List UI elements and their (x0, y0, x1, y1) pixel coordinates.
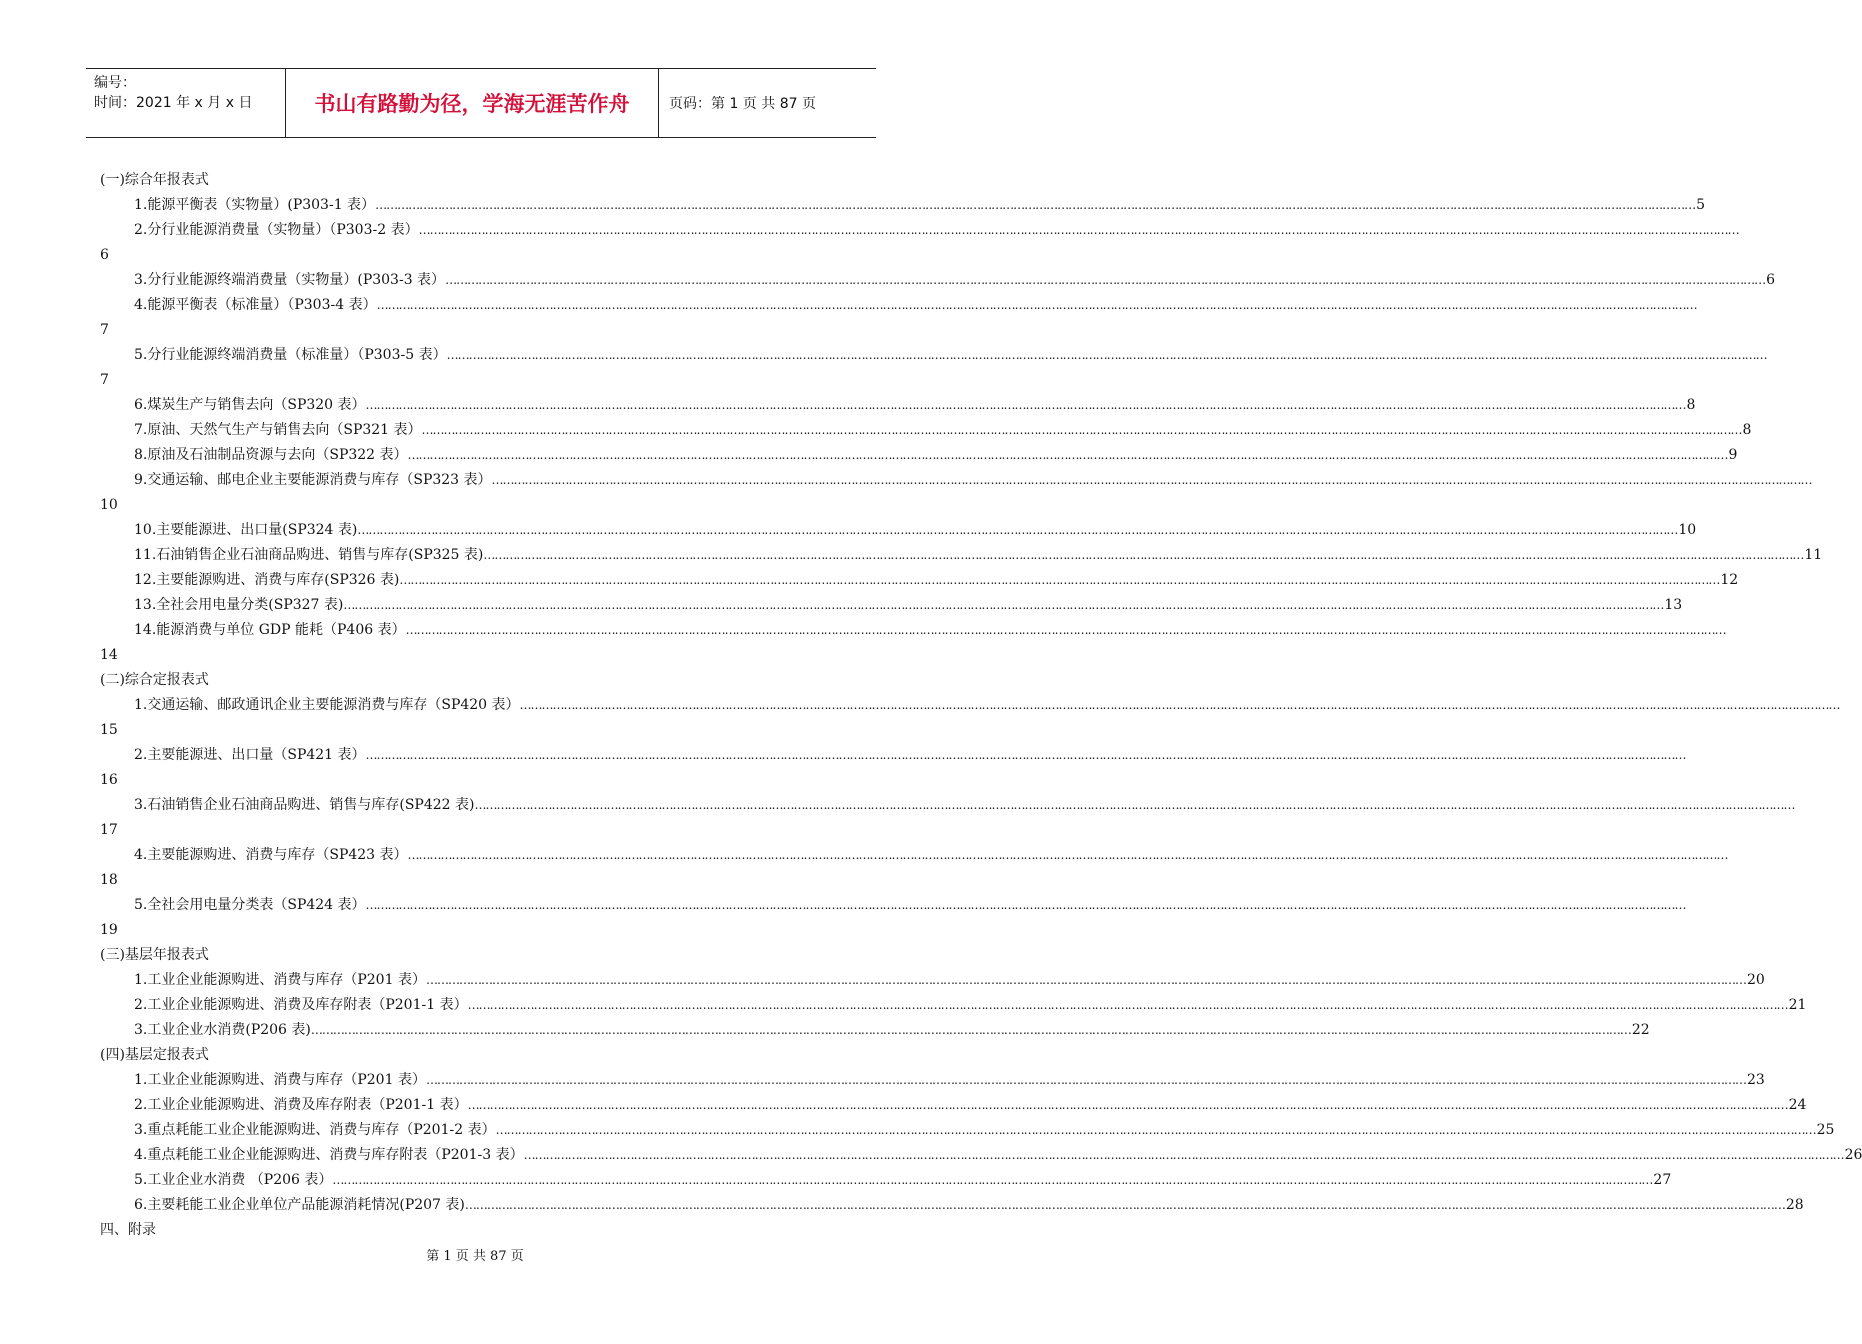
toc-entry[interactable] (100, 893, 1686, 918)
toc-entry[interactable] (100, 693, 1840, 718)
toc-entry[interactable] (100, 193, 1705, 218)
toc-entry-title: 9.交通运输、邮电企业主要能源消费与库存（SP323 表） (134, 472, 492, 488)
toc-leader-dots: ……………………………………………………………………………………………………………………………………………………………………………………………………………………………………………………………………………………………………………………………… (399, 573, 1720, 587)
toc-leader-dots: ……………………………………………………………………………………………………………………………………………………………………………………………………………………………………………………………………………………………………………………………… (407, 848, 1728, 862)
toc-entry-title: 13.全社会用电量分类(SP327 表) (134, 597, 344, 613)
toc-page-number: 17 (100, 822, 118, 838)
toc-page-number: 16 (100, 772, 118, 788)
toc-entry-title: 2.工业企业能源购进、消费及库存附表（P201-1 表） (134, 1097, 468, 1113)
toc-entry[interactable] (100, 618, 1726, 643)
toc-page-number: 8 (1686, 397, 1696, 413)
toc-entry[interactable] (100, 568, 1739, 593)
toc-leader-dots: ……………………………………………………………………………………………………………………………………………………………………………………………………………………………………………………………………………………………………………………………… (467, 998, 1788, 1012)
toc-entry-title: 11.石油销售企业石油商品购进、销售与库存(SP325 表) (134, 547, 484, 563)
toc-entry-title: 8.原油及石油制品资源与去向（SP322 表） (134, 447, 408, 463)
toc-page-number: 10 (1678, 522, 1697, 538)
toc-entry[interactable] (100, 268, 1775, 293)
toc-entry[interactable] (100, 218, 1739, 243)
page-footer: 第 1 页 共 87 页 (426, 1249, 524, 1264)
toc-entry-title: 14.能源消费与单位 GDP 能耗（P406 表） (134, 622, 406, 638)
document-number-label: 编号： (94, 75, 136, 91)
toc-leader-dots: ……………………………………………………………………………………………………………………………………………………………………………………………………………………………………………………………………………………………………………………………… (519, 698, 1840, 712)
toc-entry[interactable] (100, 993, 1807, 1018)
toc-leader-dots: ……………………………………………………………………………………………………………………………………………………………………………………………………………………………………………………………………………………………………………………………… (365, 898, 1686, 912)
toc-entry-title: 5.分行业能源终端消费量（标准量）（P303-5 表） (134, 347, 447, 363)
toc-page-number: 9 (1728, 447, 1738, 463)
toc-leader-dots: ……………………………………………………………………………………………………………………………………………………………………………………………………………………………………………………………………………………………………………………………… (491, 473, 1812, 487)
toc-leader-dots: ……………………………………………………………………………………………………………………………………………………………………………………………………………………………………………………………………………………………………………………………… (332, 1173, 1653, 1187)
toc-section-title: (二)综合定报表式 (100, 672, 209, 688)
toc-page-number: 27 (1653, 1172, 1672, 1188)
toc-entry[interactable] (100, 468, 1812, 493)
toc-entry-title: 10.主要能源进、出口量(SP324 表) (134, 522, 358, 538)
toc-page-number: 19 (100, 922, 118, 938)
toc-page-number: 24 (1788, 1097, 1807, 1113)
toc-entry[interactable] (100, 968, 1765, 993)
toc-entry-title: 3.重点耗能工业企业能源购进、消费与库存（P201-2 表） (134, 1122, 496, 1138)
toc-section-title: 四、附录 (100, 1222, 156, 1238)
toc-page-number: 18 (100, 872, 118, 888)
toc-entry-title: 2.工业企业能源购进、消费及库存附表（P201-1 表） (134, 997, 468, 1013)
toc-leader-dots: ……………………………………………………………………………………………………………………………………………………………………………………………………………………………………………………………………………………………………………………………… (523, 1148, 1844, 1162)
toc-leader-dots: ……………………………………………………………………………………………………………………………………………………………………………………………………………………………………………………………………………………………………………………………… (464, 1198, 1785, 1212)
toc-entry-title: 1.交通运输、邮政通讯企业主要能源消费与库存（SP420 表） (134, 697, 520, 713)
toc-section-title: (三)基层年报表式 (100, 947, 209, 963)
toc-leader-dots: ……………………………………………………………………………………………………………………………………………………………………………………………………………………………………………………………………………………………………………………………… (446, 348, 1767, 362)
toc-entry[interactable] (100, 393, 1696, 418)
toc-page-number: 7 (100, 372, 109, 388)
toc-page-number: 22 (1631, 1022, 1650, 1038)
toc-entry-title: 1.能源平衡表（实物量）(P303-1 表） (134, 197, 376, 213)
toc-leader-dots: ……………………………………………………………………………………………………………………………………………………………………………………………………………………………………………………………………………………………………………………………… (495, 1123, 1816, 1137)
toc-leader-dots: ……………………………………………………………………………………………………………………………………………………………………………………………………………………………………………………………………………………………………………………………… (405, 623, 1726, 637)
toc-page-number: 21 (1788, 997, 1807, 1013)
toc-entry-title: 2.分行业能源消费量（实物量）（P303-2 表） (134, 222, 419, 238)
toc-page-number: 7 (100, 322, 109, 338)
toc-entry-title: 4.重点耗能工业企业能源购进、消费与库存附表（P201-3 表） (134, 1147, 524, 1163)
toc-entry-title: 12.主要能源购进、消费与库存(SP326 表) (134, 572, 400, 588)
header-meta (86, 69, 286, 137)
toc-section-title: (一)综合年报表式 (100, 172, 209, 188)
toc-leader-dots: ……………………………………………………………………………………………………………………………………………………………………………………………………………………………………………………………………………………………………………………………… (474, 798, 1795, 812)
toc-entry-title: 6.煤炭生产与销售去向（SP320 表） (134, 397, 366, 413)
header-motto: 书山有路勤为径，学海无涯苦作舟 (286, 69, 659, 137)
toc-entry[interactable] (100, 343, 1767, 368)
toc-entry-title: 4.能源平衡表（标准量）（P303-4 表） (134, 297, 377, 313)
toc-page-number: 15 (100, 722, 118, 738)
toc-entry-title: 5.工业企业水消费 （P206 表） (134, 1172, 333, 1188)
toc-page-number: 23 (1746, 1072, 1765, 1088)
toc-leader-dots: ……………………………………………………………………………………………………………………………………………………………………………………………………………………………………………………………………………………………………………………………… (425, 1073, 1746, 1087)
toc-page-number: 28 (1785, 1197, 1804, 1213)
toc-page-number: 13 (1664, 597, 1683, 613)
toc-page-number: 14 (100, 647, 118, 663)
toc-entry-title: 4.主要能源购进、消费与库存（SP423 表） (134, 847, 408, 863)
toc-leader-dots: ……………………………………………………………………………………………………………………………………………………………………………………………………………………………………………………………………………………………………………………………… (418, 223, 1739, 237)
toc-leader-dots: ……………………………………………………………………………………………………………………………………………………………………………………………………………………………………………………………………………………………………………………………… (365, 748, 1686, 762)
toc-entry-title: 1.工业企业能源购进、消费与库存（P201 表） (134, 972, 426, 988)
toc-page-number: 25 (1816, 1122, 1835, 1138)
toc-leader-dots: ……………………………………………………………………………………………………………………………………………………………………………………………………………………………………………………………………………………………………………………………… (467, 1098, 1788, 1112)
toc-entry[interactable] (100, 518, 1697, 543)
toc-leader-dots: ……………………………………………………………………………………………………………………………………………………………………………………………………………………………………………………………………………………………………………………………… (365, 398, 1686, 412)
toc-entry[interactable] (100, 843, 1728, 868)
header-page-info: 页码：第 1 页 共 87 页 (669, 96, 816, 112)
toc-leader-dots: ……………………………………………………………………………………………………………………………………………………………………………………………………………………………………………………………………………………………………………………………… (421, 423, 1742, 437)
toc-entry-title: 1.工业企业能源购进、消费与库存（P201 表） (134, 1072, 426, 1088)
toc-entry[interactable] (100, 1168, 1672, 1193)
toc-page-number: 26 (1844, 1147, 1862, 1163)
toc-page-number: 10 (100, 497, 118, 513)
toc-page-number: 8 (1742, 422, 1752, 438)
toc-entry[interactable] (100, 743, 1686, 768)
page-header (86, 68, 876, 138)
toc-entry[interactable] (100, 443, 1738, 468)
toc-entry[interactable] (100, 1093, 1807, 1118)
toc-leader-dots: ……………………………………………………………………………………………………………………………………………………………………………………………………………………………………………………………………………………………………………………………… (343, 598, 1664, 612)
toc-entry-title: 3.石油销售企业石油商品购进、销售与库存(SP422 表) (134, 797, 475, 813)
toc-entry[interactable] (100, 1018, 1650, 1043)
toc-page-number: 6 (100, 247, 109, 263)
toc-entry[interactable] (100, 543, 1823, 568)
toc-page-number: 11 (1804, 547, 1823, 563)
toc-entry-title: 3.分行业能源终端消费量（实物量）(P303-3 表） (134, 272, 446, 288)
toc-entry-title: 7.原油、天然气生产与销售去向（SP321 表） (134, 422, 422, 438)
toc-entry-title: 2.主要能源进、出口量（SP421 表） (134, 747, 366, 763)
toc-leader-dots: ……………………………………………………………………………………………………………………………………………………………………………………………………………………………………………………………………………………………………………………………… (407, 448, 1728, 462)
toc-leader-dots: ……………………………………………………………………………………………………………………………………………………………………………………………………………………………………………………………………………………………………………………………… (375, 198, 1696, 212)
toc-page-number: 20 (1746, 972, 1765, 988)
table-of-contents (100, 168, 1862, 1243)
toc-section-title: (四)基层定报表式 (100, 1047, 209, 1063)
toc-leader-dots: ……………………………………………………………………………………………………………………………………………………………………………………………………………………………………………………………………………………………………………………………… (425, 973, 1746, 987)
toc-entry[interactable] (100, 593, 1683, 618)
toc-entry[interactable] (100, 418, 1752, 443)
toc-page-number: 5 (1696, 197, 1705, 213)
toc-leader-dots: ……………………………………………………………………………………………………………………………………………………………………………………………………………………………………………………………………………………………………………………………… (445, 273, 1766, 287)
toc-entry[interactable] (100, 1118, 1835, 1143)
toc-leader-dots: ……………………………………………………………………………………………………………………………………………………………………………………………………………………………………………………………………………………………………………………………… (357, 523, 1678, 537)
toc-entry-title: 3.工业企业水消费(P206 表) (134, 1022, 311, 1038)
toc-page-number: 12 (1720, 572, 1739, 588)
toc-entry-title: 5.全社会用电量分类表（SP424 表） (134, 897, 366, 913)
toc-leader-dots: ……………………………………………………………………………………………………………………………………………………………………………………………………………………………………………………………………………………………………………………………… (483, 548, 1804, 562)
toc-entry[interactable] (100, 793, 1795, 818)
toc-entry[interactable] (100, 1143, 1862, 1168)
toc-entry[interactable] (100, 293, 1697, 318)
toc-entry[interactable] (100, 1193, 1804, 1218)
toc-leader-dots: ……………………………………………………………………………………………………………………………………………………………………………………………………………………………………………………………………………………………………………………………… (376, 298, 1697, 312)
toc-page-number: 6 (1766, 272, 1775, 288)
document-date: 时间：2021 年 x 月 x 日 (94, 95, 253, 111)
toc-entry[interactable] (100, 1068, 1765, 1093)
toc-entry-title: 6.主要耗能工业企业单位产品能源消耗情况(P207 表) (134, 1197, 465, 1213)
toc-leader-dots: ……………………………………………………………………………………………………………………………………………………………………………………………………………………………………………………………………………………………………………………………… (310, 1023, 1631, 1037)
